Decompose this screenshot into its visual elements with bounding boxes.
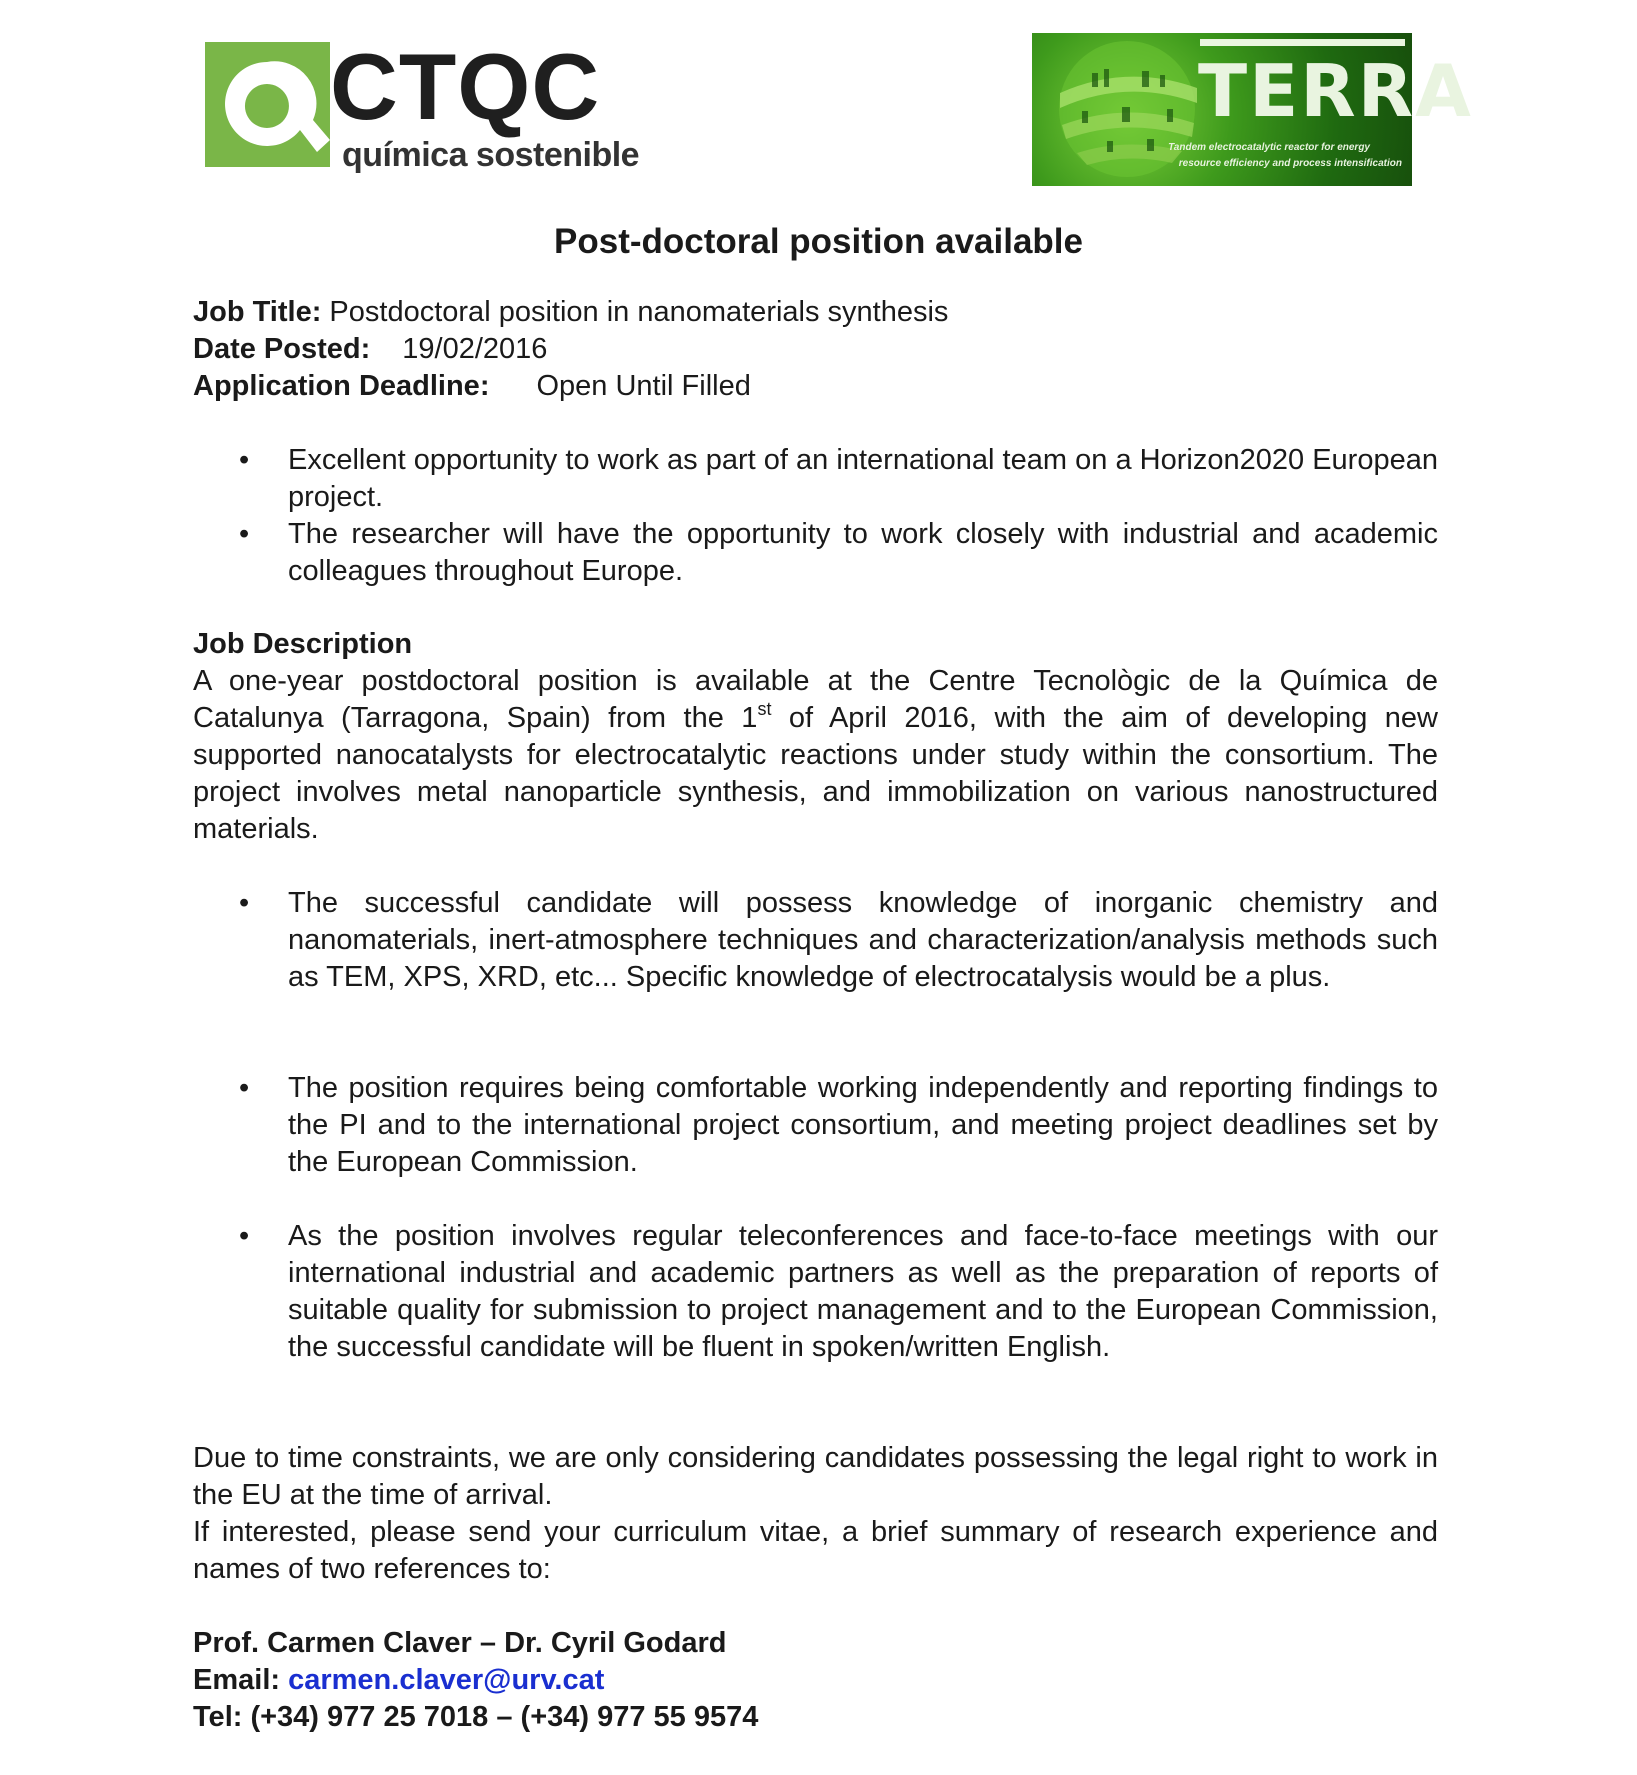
job-description-heading: Job Description <box>193 628 413 660</box>
terra-logo <box>1032 33 1473 186</box>
constraints-text: Due to time constraints, we are only considering candidates possessing the legal right to work in the EU at the time of arrival. <box>193 1442 1438 1511</box>
ctqc-logo <box>205 34 645 182</box>
bullet-marker: • <box>239 1220 250 1252</box>
bullet-marker: • <box>239 887 250 919</box>
date-posted-line <box>193 331 547 368</box>
instructions-text: If interested, please send your curriculum vitae, a brief summary of research experience and names of two references to: <box>193 1516 1438 1585</box>
job-description-text-part1: A one-year postdoctoral position is available at the Centre Tecnològic de la Química de Catalunya (Tarragona, Spain) from the 1 <box>193 665 1438 734</box>
requirement-item <box>193 1070 1438 1181</box>
email-link[interactable]: carmen.claver@urv.cat <box>288 1664 605 1696</box>
date-posted-value: 19/02/2016 <box>402 333 548 365</box>
bullet-marker: • <box>239 444 250 476</box>
deadline-value: Open Until Filled <box>536 370 751 402</box>
job-description-text-part2: of April 2016, with the aim of developing new supported nanocatalysts for electrocatalytic reactions under study within the consortium. The project involves metal nanoparticle synthesis, and immobilization on various nanostructured materials. <box>193 702 1438 845</box>
ctqc-tagline: química sostenible <box>342 136 640 174</box>
contact-section <box>193 1625 1438 1736</box>
job-description-section <box>193 626 1438 848</box>
job-description-text <box>193 663 1438 848</box>
page-title: Post-doctoral position available <box>554 222 1083 261</box>
deadline-line <box>193 368 751 405</box>
date-posted-label: Date Posted: <box>193 333 371 365</box>
ctqc-q-icon <box>205 42 330 167</box>
requirement-item <box>193 885 1438 996</box>
bullet-marker: • <box>239 518 250 550</box>
requirement-text: The successful candidate will possess knowledge of inorganic chemistry and nanomaterials, inert-atmosphere techniques and characterization/analysis methods such as TEM, XPS, XRD, etc... Specific knowledge of electrocatalysis would be a plus. <box>288 887 1438 993</box>
job-title-value: Postdoctoral position in nanomaterials synthesis <box>321 296 949 328</box>
closing-section <box>193 1440 1438 1588</box>
job-title-label: Job Title: <box>193 296 322 328</box>
highlight-item <box>193 442 1438 516</box>
requirement-text: As the position involves regular teleconferences and face-to-face meetings with our international industrial and academic partners as well as the preparation of reports of suitable quality for submission to project management and to the European Commission, the successful candidate will be fluent in spoken/written English. <box>288 1220 1438 1363</box>
highlight-text: Excellent opportunity to work as part of an international team on a Horizon2020 European project. <box>288 444 1438 513</box>
contact-names: Prof. Carmen Claver – Dr. Cyril Godard <box>193 1627 727 1659</box>
terra-divider <box>1200 39 1405 46</box>
ctqc-wordmark: CTQC <box>330 34 601 139</box>
terra-subtitle-line2: resource efficiency and process intensification <box>1178 158 1402 169</box>
terra-wordmark: TERRA <box>1198 49 1473 133</box>
email-label: Email: <box>193 1664 281 1696</box>
contact-email-line <box>193 1662 1438 1699</box>
contact-phone: Tel: (+34) 977 25 7018 – (+34) 977 55 9574 <box>193 1701 759 1733</box>
bullet-marker: • <box>239 1072 250 1104</box>
ordinal-suffix: st <box>757 699 772 719</box>
highlight-text: The researcher will have the opportunity to work closely with industrial and academic colleagues throughout Europe. <box>288 518 1438 587</box>
requirement-text: The position requires being comfortable working independently and reporting findings to the PI and to the international project consortium, and meeting project deadlines set by the European Commission. <box>288 1072 1438 1178</box>
terra-subtitle-line1: Tandem electrocatalytic reactor for energy <box>1168 142 1370 153</box>
deadline-label: Application Deadline: <box>193 370 490 402</box>
job-title-line <box>193 294 948 331</box>
highlight-item <box>193 516 1438 590</box>
requirement-item <box>193 1218 1438 1366</box>
